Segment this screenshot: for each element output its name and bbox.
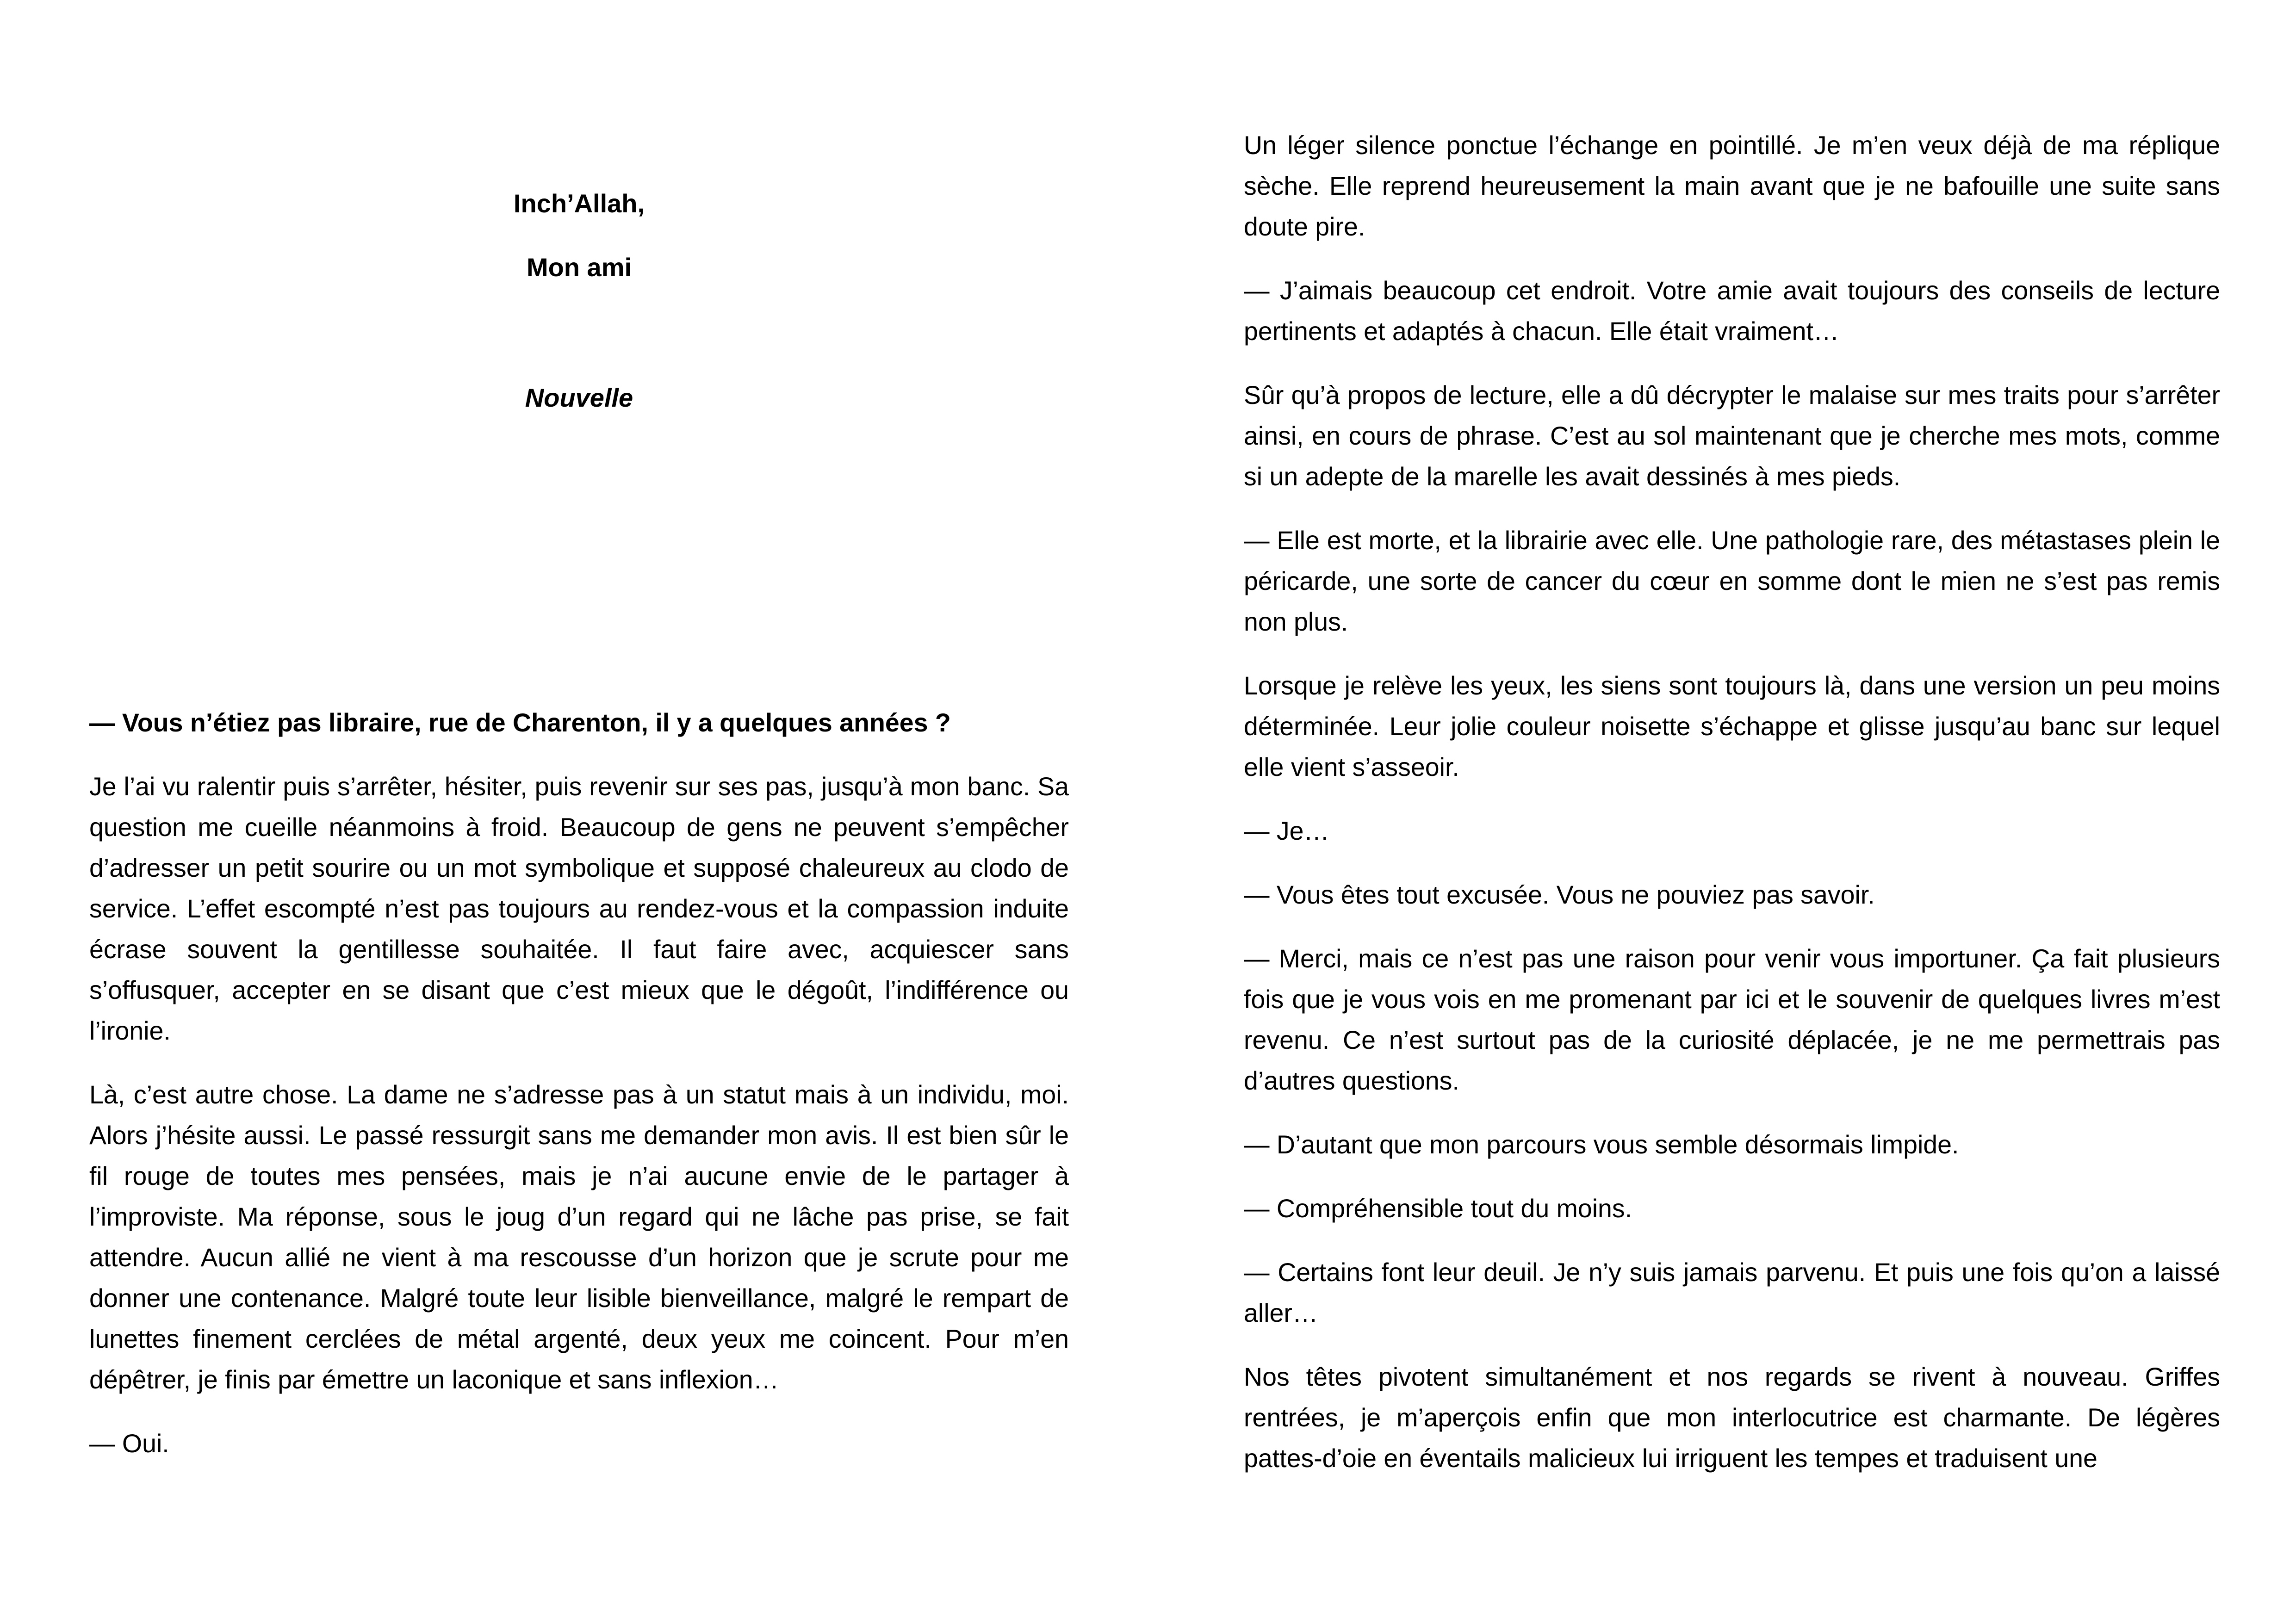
paragraph: — Oui.	[89, 1429, 169, 1458]
paragraph: — Vous êtes tout excusée. Vous ne pouviez pas savoir.	[1244, 880, 1875, 909]
paragraph: — Merci, mais ce n’est pas une raison pour venir vous importuner. Ça fait plusieurs fois que je vous vois en me promenant par ici et le souvenir de quelques livres m’est revenu. Ce n’est surtout pas de la curiosité déplacée, je ne me permettrais pas d’autres questions.	[1244, 944, 2220, 1095]
paragraph: — Elle est morte, et la librairie avec elle. Une pathologie rare, des métastases plein le péricarde, une sorte de cancer du cœur en somme dont le mien ne s’est pas remis non plus.	[1244, 526, 2220, 636]
left-page-text	[89, 702, 1069, 1487]
left-page	[89, 0, 1069, 1623]
paragraph: Nos têtes pivotent simultanément et nos regards se rivent à nouveau. Griffes rentrées, je m’aperçois enfin que mon interlocutrice est charmante. De légères pattes-d’oie en éventails malicieux lui irriguent les tempes et traduisent une	[1244, 1363, 2220, 1473]
right-page	[1244, 0, 2220, 1623]
genre-label: Nouvelle	[525, 383, 633, 412]
title-line-2: Mon ami	[526, 253, 632, 282]
paragraph: Un léger silence ponctue l’échange en pointillé. Je m’en veux déjà de ma réplique sèche. Elle reprend heureusement la main avant que je ne bafouille une suite sans doute pire.	[1244, 131, 2220, 241]
paragraph: Je l’ai vu ralentir puis s’arrêter, hésiter, puis revenir sur ses pas, jusqu’à mon banc. Sa question me cueille néanmoins à froid. Beaucoup de gens ne peuvent s’empêcher d’adresser un petit sourire ou un mot symbolique et supposé chaleureux au clodo de service. L’effet escompté n’est pas toujours au rendez-vous et la compassion induite écrase souvent la gentillesse souhaitée. Il faut faire avec, acquiescer sans s’offusquer, accepter en se disant que c’est mieux que le dégoût, l’indifférence ou l’ironie.	[89, 772, 1069, 1045]
paragraph: — J’aimais beaucoup cet endroit. Votre amie avait toujours des conseils de lecture pertinents et adaptés à chacun. Elle était vraiment…	[1244, 276, 2220, 346]
title-line-1: Inch’Allah,	[513, 189, 645, 218]
paragraph: — Certains font leur deuil. Je n’y suis jamais parvenu. Et puis une fois qu’on a laissé aller…	[1244, 1258, 2220, 1327]
paragraph: — D’autant que mon parcours vous semble désormais limpide.	[1244, 1130, 1959, 1159]
right-page-text	[1244, 125, 2220, 1502]
paragraph: — Je…	[1244, 817, 1330, 845]
paragraph: Là, c’est autre chose. La dame ne s’adresse pas à un statut mais à un individu, moi. Alors j’hésite aussi. Le passé ressurgit sans me demander mon avis. Il est bien sûr le fil rouge de toutes mes pensées, mais je n’ai aucune envie de le partager à l’improviste. Ma réponse, sous le joug d’un regard qui ne lâche pas prise, se fait attendre. Aucun allié ne vient à ma rescousse d’un horizon que je scrute pour me donner une contenance. Malgré toute leur lisible bienveillance, malgré le rempart de lunettes finement cerclées de métal argenté, deux yeux me coincent. Pour m’en dépêtrer, je finis par émettre un laconique et sans inflexion…	[89, 1080, 1069, 1394]
paragraph: — Compréhensible tout du moins.	[1244, 1194, 1632, 1223]
paragraph: Lorsque je relève les yeux, les siens sont toujours là, dans une version un peu moins déterminée. Leur jolie couleur noisette s’échappe et glisse jusqu’au banc sur lequel elle vient s’asseoir.	[1244, 671, 2220, 781]
paragraph: Sûr qu’à propos de lecture, elle a dû décrypter le malaise sur mes traits pour s’arrêter ainsi, en cours de phrase. C’est au sol maintenant que je cherche mes mots, comme si un adepte de la marelle les avait dessinés à mes pieds.	[1244, 381, 2220, 491]
opening-question: — Vous n’étiez pas libraire, rue de Charenton, il y a quelques années ?	[89, 708, 951, 737]
